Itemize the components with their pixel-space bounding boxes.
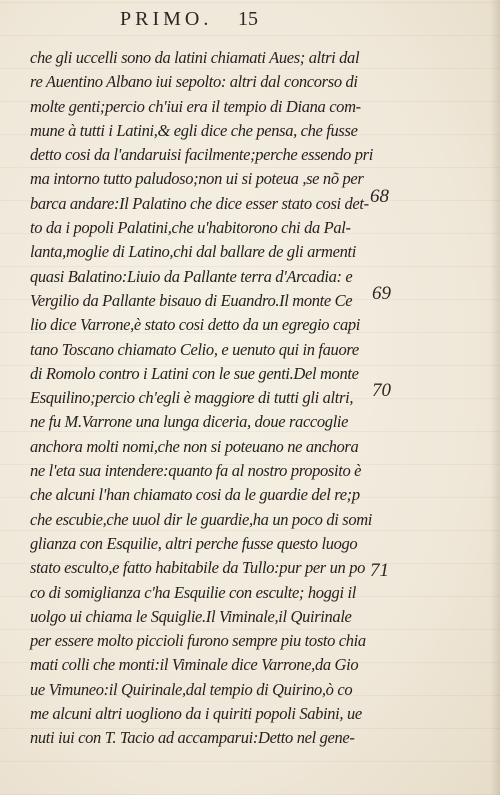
- text-line: ne fu M.Varrone una lunga diceria, doue raccoglie: [30, 412, 349, 432]
- text-line: glianza con Esquilie, altri perche fusse questo luogo: [30, 533, 358, 553]
- page-number: 15: [238, 8, 258, 30]
- text-line: re Auentino Albano iui sepolto: altri dal concorso di: [30, 72, 358, 92]
- text-line: to da i popoli Palatini,che u'habitorono chi da Pal-: [30, 218, 351, 238]
- text-line: Esquilino;percio ch'egli è maggiore di tutti gli altri,: [30, 388, 354, 408]
- text-line: uolgo ui chiama le Squiglie.Il Viminale,il Quirinale: [30, 606, 352, 626]
- text-line: ne l'eta sua intendere:quanto fa al nostro proposito è: [30, 461, 362, 481]
- text-line: detto cosi da l'andaruisi facilmente;perche essendo pri: [30, 145, 373, 165]
- text-line: lanta,moglie di Latino,chi dal ballare de gli armenti: [30, 242, 356, 262]
- margin-note: 70: [372, 380, 391, 401]
- text-line: ma intorno tutto paludoso;non ui si poteua ,se nõ per: [30, 169, 364, 189]
- text-line: che escubie,che uuol dir le guardie,ha un poco di somi: [30, 509, 373, 529]
- text-line: mati colli che monti:il Viminale dice Varrone,da Gio: [30, 655, 359, 675]
- margin-note: 68: [370, 186, 389, 207]
- text-line: tano Toscano chiamato Celio, e uenuto qui in fauore: [30, 339, 359, 359]
- text-line: che gli uccelli sono da latini chiamati Aues; altri dal: [30, 48, 360, 67]
- text-line: barca andare:Il Palatino che dice esser stato cosi det-: [30, 193, 369, 213]
- running-title: PRIMO.: [120, 8, 213, 30]
- text-line: che alcuni l'han chiamato cosi da le guardie del re;p: [30, 485, 360, 505]
- text-line: di Romolo contro i Latini con le sue genti.Del monte: [30, 363, 359, 383]
- text-line: per essere molto piccioli furono sempre piu tosto chia: [30, 631, 366, 651]
- text-line: me alcuni altri uogliono da i quiriti popoli Sabini, ue: [30, 704, 362, 724]
- text-line: nuti iui con T. Tacio ad accamparui:Detto nel gene-: [30, 728, 355, 748]
- text-line: stato esculto,e fatto habitabile da Tullo:pur per un po: [30, 558, 366, 578]
- text-line: molte genti;percio ch'iui era il tempio di Diana com-: [30, 96, 361, 116]
- text-line: lio dice Varrone,è stato cosi detto da un egregio capi: [30, 315, 360, 335]
- body-text: [30, 46, 390, 751]
- text-line: co di somiglianza c'ha Esquilie con esculte; hoggi il: [30, 582, 356, 602]
- margin-note: 69: [372, 283, 391, 304]
- text-line: Vergilio da Pallante bisauo di Euandro.Il monte Ce: [30, 290, 353, 310]
- text-line: anchora molti nomi,che non si poteuano ne anchora: [30, 436, 359, 456]
- text-line: ue Vimuneo:il Quirinale,dal tempio di Quirino,ò co: [30, 679, 353, 699]
- text-line: quasi Balatino:Liuio da Pallante terra d'Arcadia: e: [30, 266, 353, 286]
- page-edge-shadow: [490, 0, 500, 795]
- page-header: [0, 8, 500, 38]
- margin-note: 71: [370, 560, 389, 581]
- text-line: mune à tutti i Latini,& egli dice che pensa, che fusse: [30, 120, 358, 140]
